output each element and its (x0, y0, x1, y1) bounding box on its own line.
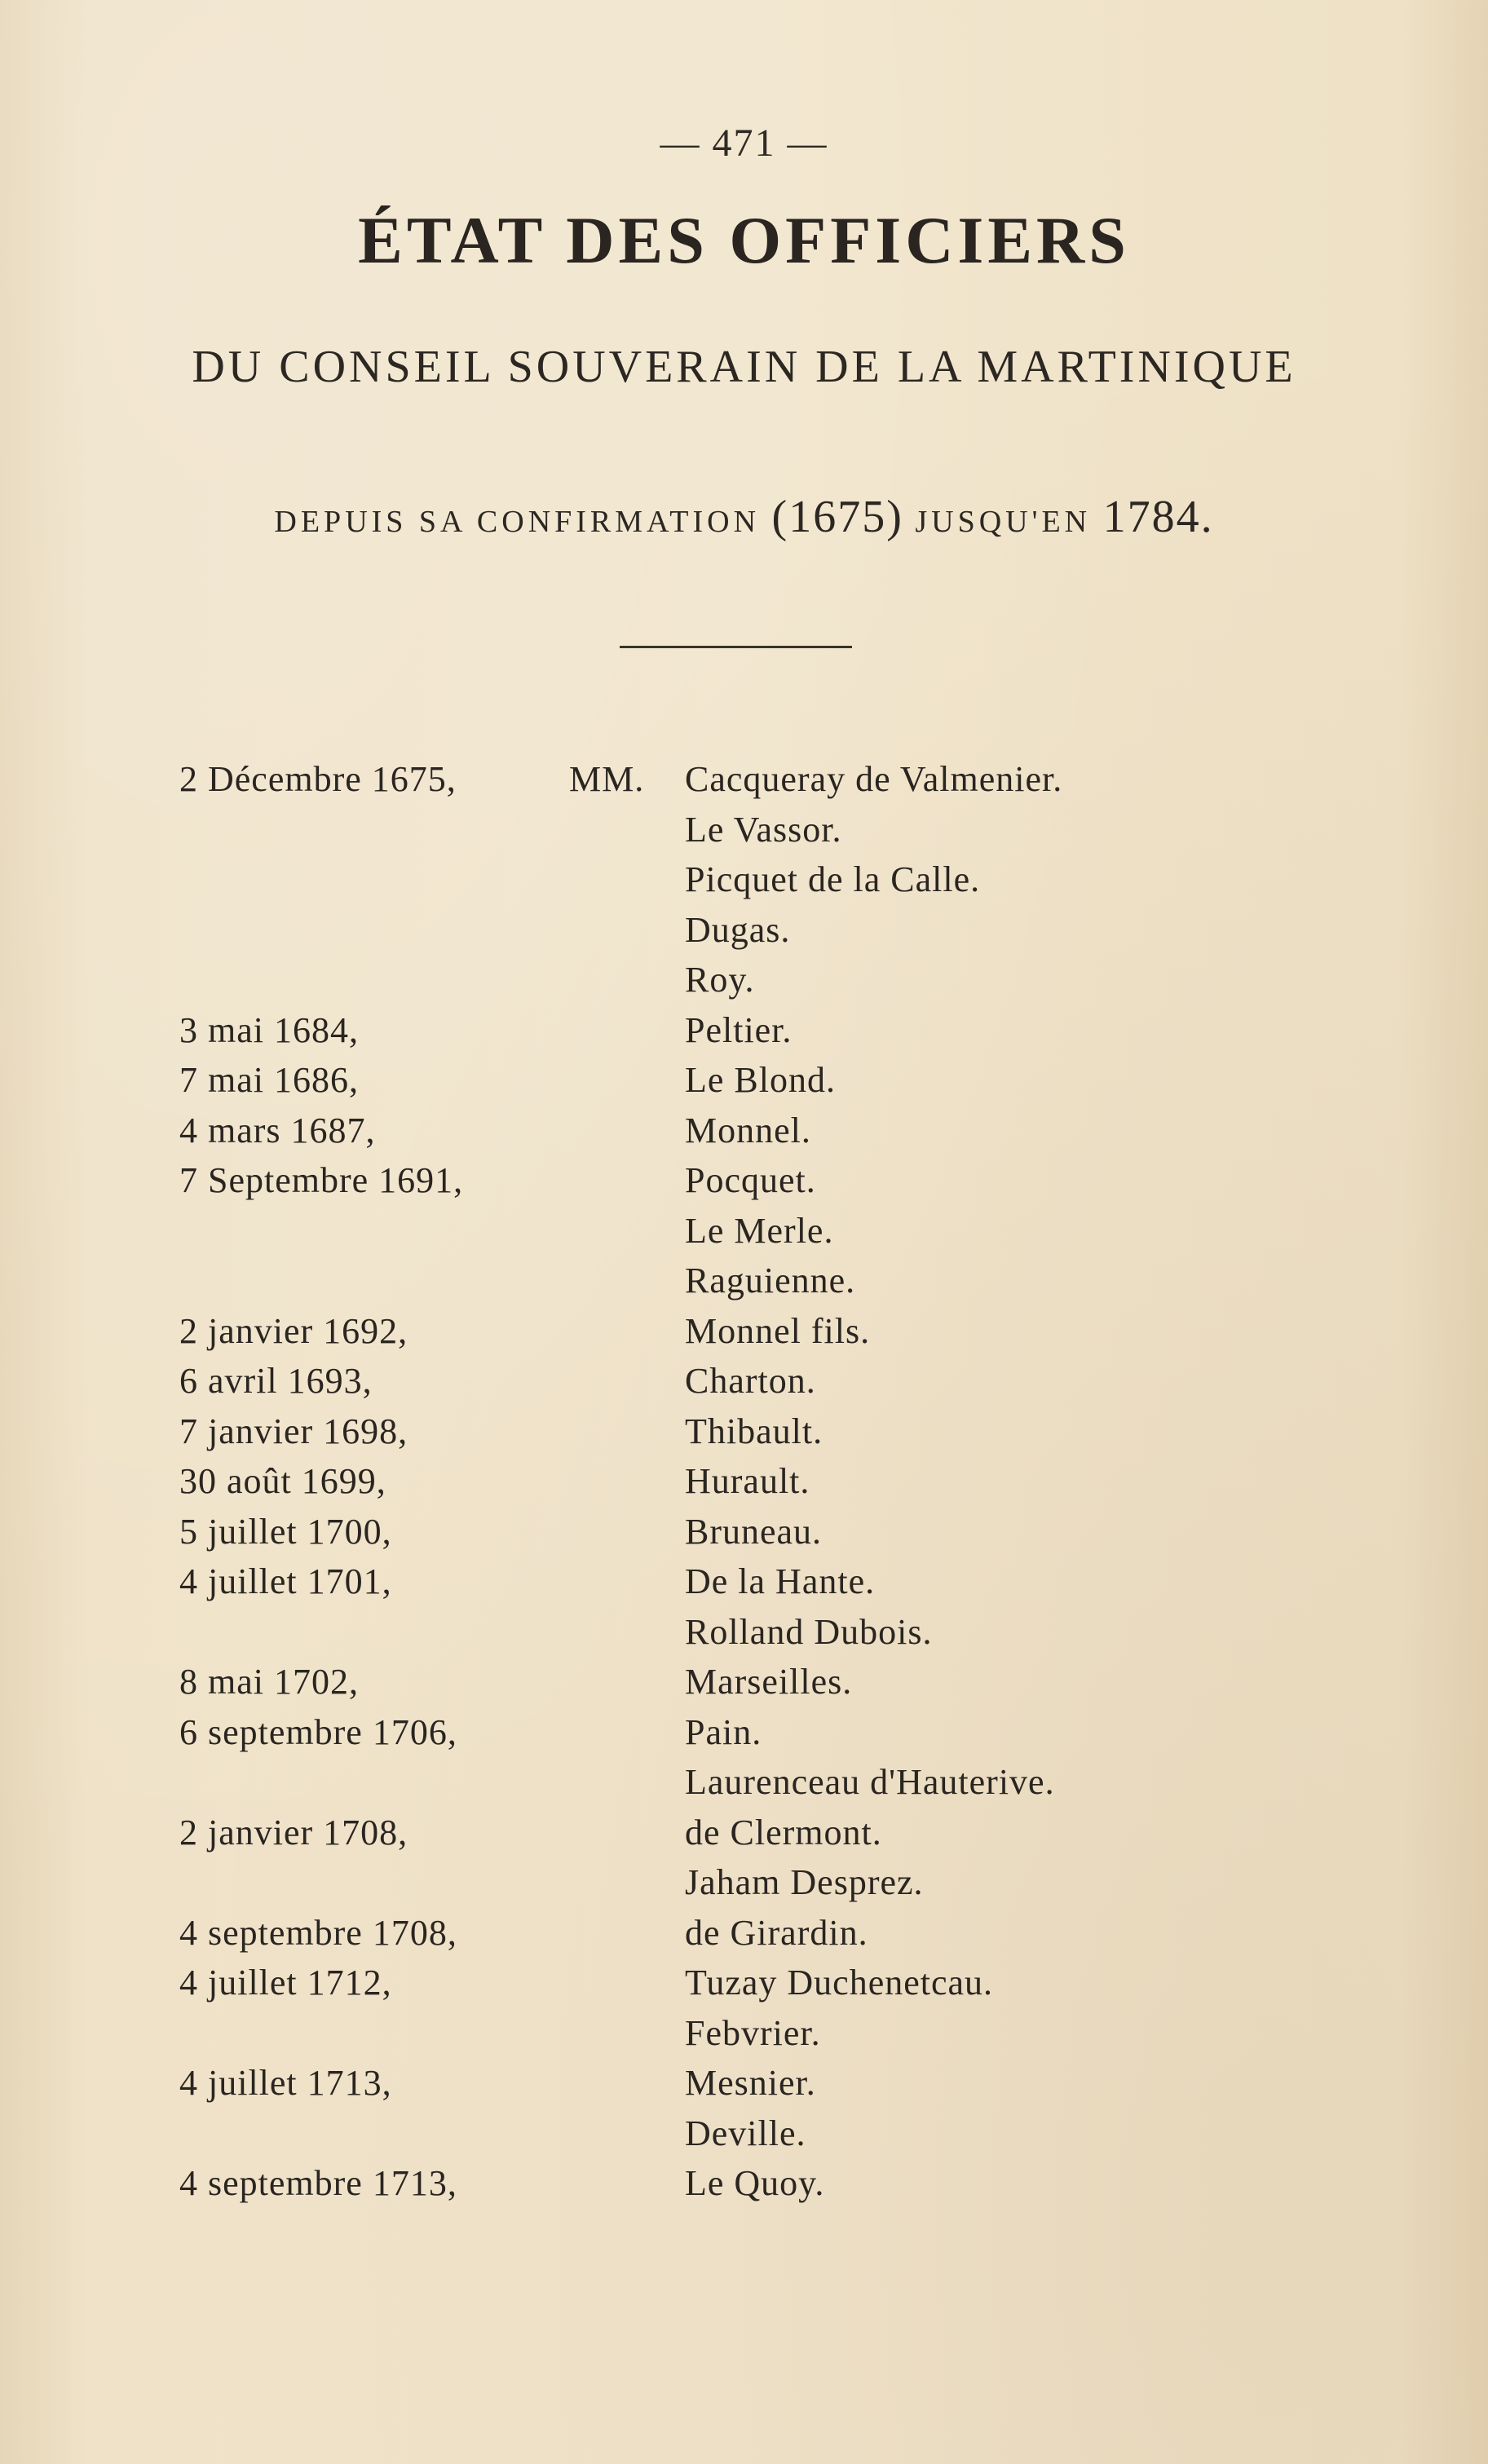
entry-name: Marseilles. (685, 1662, 853, 1702)
list-item (179, 754, 1305, 805)
entry-name: Jaham Desprez. (685, 1862, 924, 1902)
entry-date: 3 mai 1684, (179, 1009, 359, 1050)
entry-date: 2 janvier 1708, (179, 1812, 408, 1852)
officer-list (179, 754, 1305, 2209)
list-item (179, 1356, 1305, 1406)
entry-name: Pain. (685, 1711, 762, 1752)
entry-name: Mesnier. (685, 2063, 816, 2103)
section-divider (620, 646, 852, 648)
list-item (179, 1206, 1305, 1256)
entry-name: Peltier. (685, 1009, 793, 1050)
page-number: — 471 — (660, 121, 828, 165)
list-item (179, 1106, 1305, 1156)
entry-prefix: MM. (569, 759, 645, 799)
list-item (179, 2058, 1305, 2109)
entry-name: Le Vassor. (685, 809, 842, 850)
entry-date: 4 juillet 1712, (179, 1963, 392, 2003)
list-item (179, 1958, 1305, 2008)
entry-name: Pocquet. (685, 1160, 816, 1200)
list-item (179, 1557, 1305, 1607)
entry-date: 2 janvier 1692, (179, 1310, 408, 1351)
list-item (179, 854, 1305, 905)
entry-date: 6 avril 1693, (179, 1361, 373, 1401)
entry-date: 2 Décembre 1675, (179, 759, 457, 799)
entry-date: 30 août 1699, (179, 1461, 386, 1501)
entry-name: Hurault. (685, 1461, 810, 1501)
list-item (179, 1005, 1305, 1056)
entry-name: Bruneau. (685, 1511, 823, 1552)
entry-date: 4 juillet 1701, (179, 1561, 392, 1601)
entry-name: Rolland Dubois. (685, 1611, 933, 1652)
entry-name: Thibault. (685, 1411, 823, 1451)
entry-date: 8 mai 1702, (179, 1662, 359, 1702)
page-title: ÉTAT DES OFFICIERS (358, 203, 1130, 277)
entry-name: Laurenceau d'Hauterive. (685, 1762, 1055, 1802)
list-item (179, 1607, 1305, 1658)
entry-name: Febvrier. (685, 2012, 821, 2053)
entry-name: Roy. (685, 960, 755, 1000)
entry-name: Monnel. (685, 1110, 811, 1150)
entry-name: Picquet de la Calle. (685, 859, 981, 899)
entry-date: 4 mars 1687, (179, 1110, 376, 1150)
entry-name: Charton. (685, 1361, 816, 1401)
entry-date: 7 mai 1686, (179, 1060, 359, 1100)
entry-name: Tuzay Duchenetcau. (685, 1963, 994, 2003)
subtitle-text-jusquen: JUSQU'EN (903, 505, 1103, 539)
page-subtitle-dates (0, 491, 1488, 543)
list-item (179, 1657, 1305, 1707)
page-subtitle: DU CONSEIL SOUVERAIN DE LA MARTINIQUE (192, 342, 1296, 392)
list-item (179, 1406, 1305, 1457)
entry-name: Deville. (685, 2113, 806, 2153)
entry-date: 5 juillet 1700, (179, 1511, 392, 1552)
entry-name: De la Hante. (685, 1561, 876, 1601)
entry-date: 6 septembre 1706, (179, 1711, 457, 1752)
list-item (179, 2109, 1305, 2159)
entry-date: 4 juillet 1713, (179, 2063, 392, 2103)
subtitle-year-end: 1784. (1102, 492, 1214, 542)
list-item (179, 1055, 1305, 1106)
list-item (179, 1707, 1305, 1758)
entry-name: Le Merle. (685, 1210, 834, 1251)
list-item (179, 1456, 1305, 1507)
entry-name: Le Quoy. (685, 2163, 825, 2203)
entry-date: 4 septembre 1708, (179, 1912, 457, 1953)
list-item (179, 1155, 1305, 1206)
entry-name: Monnel fils. (685, 1310, 871, 1351)
list-item (179, 1757, 1305, 1808)
subtitle-year-start: (1675) (771, 492, 903, 542)
entry-date: 4 septembre 1713, (179, 2163, 457, 2203)
entry-name: Dugas. (685, 909, 791, 950)
entry-date: 7 Septembre 1691, (179, 1160, 464, 1200)
list-item (179, 805, 1305, 855)
list-item (179, 1908, 1305, 1958)
list-item (179, 1808, 1305, 1858)
entry-date: 7 janvier 1698, (179, 1411, 408, 1451)
list-item (179, 905, 1305, 956)
list-item (179, 1256, 1305, 1306)
list-item (179, 1857, 1305, 1908)
list-item (179, 1306, 1305, 1357)
entry-name: de Girardin. (685, 1912, 868, 1953)
entry-name: Le Blond. (685, 1060, 836, 1100)
list-item (179, 2158, 1305, 2209)
list-item (179, 955, 1305, 1005)
entry-name: Cacqueray de Valmenier. (685, 759, 1063, 799)
list-item (179, 1507, 1305, 1557)
entry-name: de Clermont. (685, 1812, 882, 1852)
subtitle-text-depuis: DEPUIS SA CONFIRMATION (274, 505, 772, 539)
list-item (179, 2008, 1305, 2059)
entry-name: Raguienne. (685, 1261, 856, 1300)
